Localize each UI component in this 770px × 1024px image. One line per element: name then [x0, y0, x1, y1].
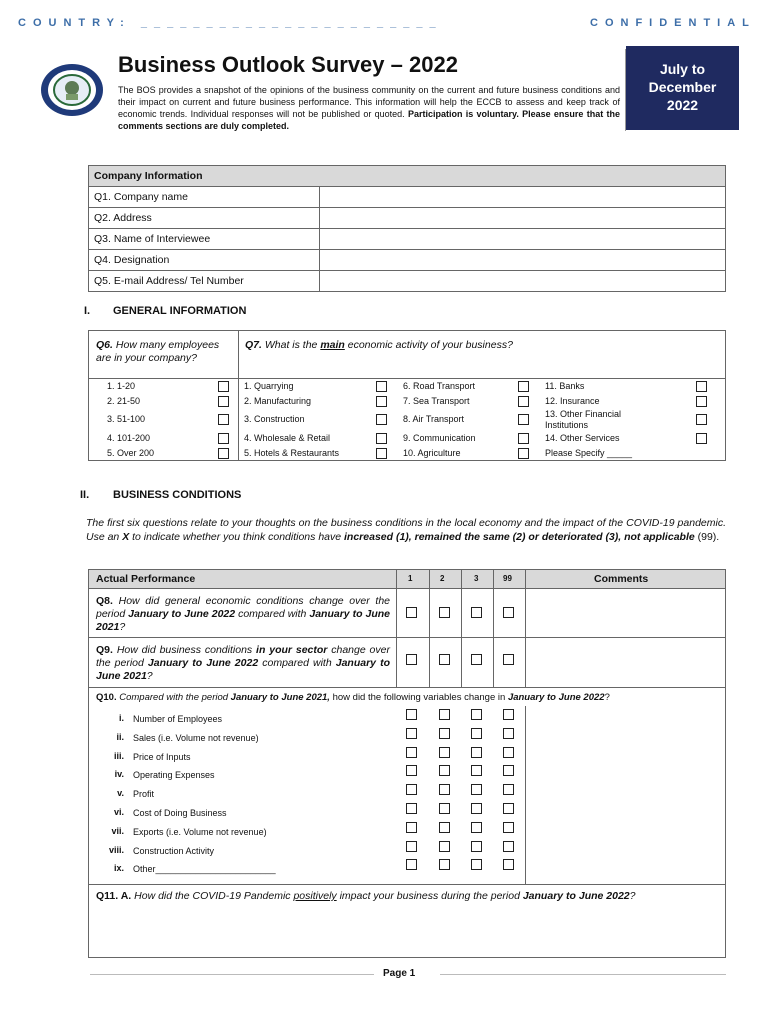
col-2-header: 2	[440, 574, 445, 583]
q7-option-1: 1. Quarrying	[244, 381, 294, 391]
q7-option-12: 12. Insurance	[545, 396, 600, 406]
q10-item-checkbox-2[interactable]	[439, 841, 450, 852]
q10-item-checkbox-2[interactable]	[439, 784, 450, 795]
q10-item-checkbox-3[interactable]	[471, 728, 482, 739]
q11a-question: Q11. A. How did the COVID-19 Pandemic positively impact your business during the period January to June 2022?	[96, 890, 636, 902]
q7-option-14: 14. Other Services	[545, 433, 620, 443]
q3-label: Q3. Name of Interviewee	[89, 229, 320, 250]
q7-option-9: 9. Communication	[403, 433, 476, 443]
q8-checkbox-2[interactable]	[439, 607, 450, 618]
q7-checkbox-7[interactable]	[518, 396, 529, 407]
q10-item-checkbox-3[interactable]	[471, 765, 482, 776]
q10-item-number: vi.	[113, 807, 124, 817]
q10-item-label: Construction Activity	[133, 846, 215, 856]
q10-item-number: i.	[118, 713, 124, 723]
q10-item-label: Operating Expenses	[133, 770, 215, 780]
q9-checkbox-2[interactable]	[439, 654, 450, 665]
survey-period-box: July to December 2022	[626, 46, 739, 130]
q10-item-label: Price of Inputs	[133, 752, 191, 762]
q7-option-8: 8. Air Transport	[403, 414, 465, 424]
intro-text: The BOS provides a snapshot of the opinions of the business community on the current and future business conditions and their impact on current and future business performance. This information will help the ECCB to assess and keep track of economic trends. Individual responses will not be published or quoted. Participation is voluntary. Please ensure that the comments sections are duly completed.	[118, 85, 620, 131]
q7-checkbox-14[interactable]	[696, 433, 707, 444]
q7-checkbox-5[interactable]	[376, 448, 387, 459]
q10-item-number: iii.	[113, 751, 124, 761]
q10-item-checkbox-2[interactable]	[439, 859, 450, 870]
company-info-table	[88, 165, 726, 292]
q6-option-2: 2. 21-50	[107, 396, 141, 406]
q10-item-checkbox-2[interactable]	[439, 822, 450, 833]
q10-item-label: Other________________________	[133, 864, 276, 874]
q7-question: Q7. What is the main economic activity of your business?	[245, 339, 513, 351]
comments-line-q10	[525, 706, 526, 884]
row-line-4	[88, 884, 726, 885]
q10-item-checkbox-2[interactable]	[439, 728, 450, 739]
confidential-label: CONFIDENTIAL	[590, 17, 756, 29]
q7-please-specify[interactable]: Please Specify _____	[545, 448, 633, 458]
col-line-5	[525, 569, 526, 687]
q7-option-11: 11. Banks	[545, 381, 585, 391]
q7-checkbox-11[interactable]	[696, 381, 707, 392]
q10-question: Q10. Compared with the period January to June 2021, how did the following variables change in January to June 2022?	[96, 692, 610, 703]
footer-line-right	[440, 974, 726, 975]
q2-label: Q2. Address	[89, 208, 320, 229]
q10-item-checkbox-99[interactable]	[503, 859, 514, 870]
q10-item-checkbox-3[interactable]	[471, 747, 482, 758]
col-1-header: 1	[408, 574, 413, 583]
email-tel-field[interactable]	[320, 271, 726, 292]
col-line-3	[461, 569, 462, 687]
q10-item-checkbox-3[interactable]	[471, 822, 482, 833]
q10-item-checkbox-99[interactable]	[503, 822, 514, 833]
q6-option-4: 4. 101-200	[107, 433, 151, 443]
q10-item-checkbox-1[interactable]	[406, 709, 417, 720]
q7-option-7: 7. Sea Transport	[403, 396, 470, 406]
section-2-title: BUSINESS CONDITIONS	[113, 489, 242, 501]
section-1-number: I.	[84, 305, 91, 317]
seal-logo	[40, 63, 104, 117]
q10-item-checkbox-99[interactable]	[503, 709, 514, 720]
col-line-1	[396, 569, 397, 687]
row-line-3	[88, 687, 726, 688]
q10-item-checkbox-1[interactable]	[406, 841, 417, 852]
designation-field[interactable]	[320, 250, 726, 271]
comments-header: Comments	[594, 573, 649, 585]
q7-checkbox-3[interactable]	[376, 414, 387, 425]
q10-item-checkbox-2[interactable]	[439, 803, 450, 814]
q10-item-number: vii.	[111, 826, 124, 836]
q7-option-3: 3. Construction	[244, 414, 305, 424]
q10-item-number: viii.	[108, 845, 124, 855]
q6-q7-divider	[238, 330, 239, 461]
performance-heading: Actual Performance	[96, 573, 196, 585]
row-line-1	[88, 588, 726, 589]
country-label: COUNTRY: _______________________	[18, 17, 443, 29]
q10-item-label: Number of Employees	[133, 714, 223, 724]
q6-options-divider	[88, 378, 726, 379]
q10-item-checkbox-3[interactable]	[471, 841, 482, 852]
q6-checkbox-3[interactable]	[218, 414, 229, 425]
q7-option-6: 6. Road Transport	[403, 381, 476, 391]
q10-item-checkbox-1[interactable]	[406, 859, 417, 870]
address-field[interactable]	[320, 208, 726, 229]
q7-checkbox-12[interactable]	[696, 396, 707, 407]
page-number: Page 1	[383, 968, 416, 979]
q1-label: Q1. Company name	[89, 187, 320, 208]
q7-option-5: 5. Hotels & Restaurants	[244, 448, 340, 458]
col-3-header: 3	[474, 574, 479, 583]
q6-option-1: 1. 1-20	[107, 381, 136, 391]
q6-option-5: 5. Over 200	[107, 448, 155, 458]
q7-option-2: 2. Manufacturing	[244, 396, 312, 406]
q5-label: Q5. E-mail Address/ Tel Number	[89, 271, 320, 292]
q7-option-10: 10. Agriculture	[403, 448, 461, 458]
q6-option-3: 3. 51-100	[107, 414, 146, 424]
q10-item-checkbox-2[interactable]	[439, 747, 450, 758]
q10-item-checkbox-3[interactable]	[471, 784, 482, 795]
q8-checkbox-1[interactable]	[406, 607, 417, 618]
q9-question: Q9. How did business conditions in your sector change over the period January to June 2022 compared with January to June 2021?	[96, 644, 390, 682]
q6-checkbox-4[interactable]	[218, 433, 229, 444]
q7-option-13: 13. Other Financial Institutions	[545, 409, 622, 430]
footer-line-left	[90, 974, 374, 975]
q7-checkbox-6[interactable]	[518, 381, 529, 392]
q10-item-checkbox-99[interactable]	[503, 784, 514, 795]
q10-item-number: v.	[117, 788, 124, 798]
q8-checkbox-3[interactable]	[471, 607, 482, 618]
q10-item-checkbox-2[interactable]	[439, 709, 450, 720]
q10-item-checkbox-99[interactable]	[503, 747, 514, 758]
q10-item-checkbox-1[interactable]	[406, 822, 417, 833]
q10-item-checkbox-3[interactable]	[471, 803, 482, 814]
section-2-intro: The first six questions relate to your thoughts on the business conditions in the local economy and the impact of the COVID-19 pandemic. Use an X to indicate whether you think conditions have increased (1), remained the same (2) or deteriorated (3), not applicable (99).	[86, 517, 726, 543]
q10-item-number: ix.	[113, 863, 124, 873]
section-1-title: GENERAL INFORMATION	[113, 305, 247, 317]
q7-checkbox-2[interactable]	[376, 396, 387, 407]
q10-item-checkbox-99[interactable]	[503, 841, 514, 852]
q7-checkbox-8[interactable]	[518, 414, 529, 425]
q10-item-checkbox-99[interactable]	[503, 765, 514, 776]
q8-question: Q8. How did general economic conditions change over the period January to June 2022 compared with January to June 2021?	[96, 595, 390, 633]
q6-checkbox-2[interactable]	[218, 396, 229, 407]
q9-checkbox-99[interactable]	[503, 654, 514, 665]
q10-item-checkbox-3[interactable]	[471, 709, 482, 720]
q7-checkbox-10[interactable]	[518, 448, 529, 459]
q9-checkbox-3[interactable]	[471, 654, 482, 665]
q10-item-checkbox-99[interactable]	[503, 803, 514, 814]
q7-checkbox-1[interactable]	[376, 381, 387, 392]
q10-item-label: Cost of Doing Business	[133, 808, 227, 818]
company-info-heading: Company Information	[89, 166, 726, 187]
q10-item-checkbox-2[interactable]	[439, 765, 450, 776]
q6-checkbox-1[interactable]	[218, 381, 229, 392]
q10-item-number: iv.	[114, 769, 124, 779]
col-line-2	[429, 569, 430, 687]
company-name-field[interactable]	[320, 187, 726, 208]
q10-item-number: ii.	[116, 732, 124, 742]
q4-label: Q4. Designation	[89, 250, 320, 271]
q10-item-checkbox-1[interactable]	[406, 747, 417, 758]
q10-item-checkbox-1[interactable]	[406, 765, 417, 776]
q7-option-4: 4. Wholesale & Retail	[244, 433, 331, 443]
q10-item-checkbox-99[interactable]	[503, 728, 514, 739]
q10-item-checkbox-1[interactable]	[406, 803, 417, 814]
row-line-2	[88, 637, 726, 638]
q10-item-label: Profit	[133, 789, 155, 799]
q10-item-checkbox-1[interactable]	[406, 728, 417, 739]
col-99-header: 99	[503, 574, 512, 583]
q7-checkbox-4[interactable]	[376, 433, 387, 444]
q8-checkbox-99[interactable]	[503, 607, 514, 618]
q10-item-checkbox-1[interactable]	[406, 784, 417, 795]
q9-checkbox-1[interactable]	[406, 654, 417, 665]
page-title: Business Outlook Survey – 2022	[118, 52, 458, 77]
q10-item-checkbox-3[interactable]	[471, 859, 482, 870]
q6-checkbox-5[interactable]	[218, 448, 229, 459]
section-2-number: II.	[80, 489, 90, 501]
col-line-4	[493, 569, 494, 687]
q6-question: Q6. How many employees are in your company?	[96, 339, 220, 364]
q10-item-label: Exports (i.e. Volume not revenue)	[133, 827, 267, 837]
q7-checkbox-9[interactable]	[518, 433, 529, 444]
q10-item-label: Sales (i.e. Volume not revenue)	[133, 733, 259, 743]
interviewee-field[interactable]	[320, 229, 726, 250]
q7-checkbox-13[interactable]	[696, 414, 707, 425]
